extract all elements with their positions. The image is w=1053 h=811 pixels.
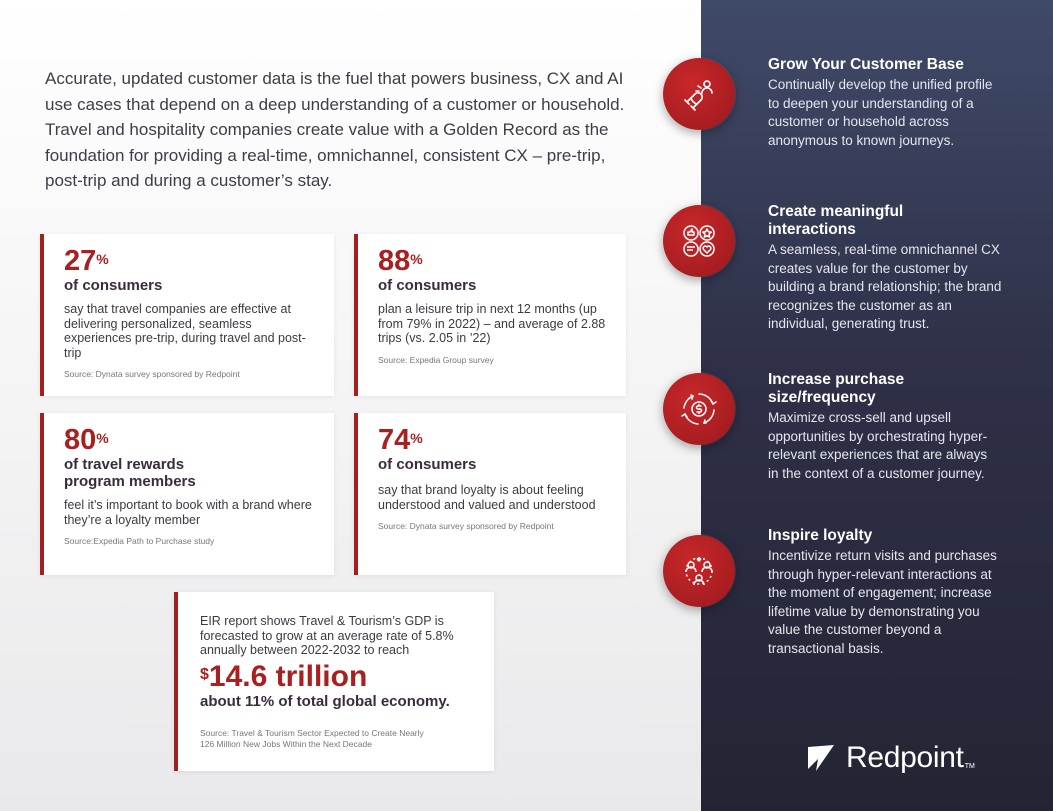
- feature-desc: Incentivize return visits and purchases through hyper-relevant interactions at the moment of engagement; increase lifetime value by demonstrating you value the customer beyond a transactional basis.: [768, 548, 997, 656]
- stat-headline: of consumers: [64, 277, 163, 294]
- feature-title: Grow Your Customer Base: [768, 56, 964, 73]
- intro-paragraph: Accurate, updated customer data is the fuel that powers business, CX and AI use cases that depend on a deep understanding of a customer or household. Travel and hospitality companies create value with a Golden Record as the foundation for providing a real-time, omnichannel, consistent CX – pre-trip, post-trip and during a customer’s stay.: [45, 69, 625, 190]
- gdp-card: [174, 592, 494, 771]
- gdp-source: Source: Travel & Tourism Sector Expected to Create Nearly 126 Million New Jobs Within the Next Decade: [200, 727, 424, 749]
- stat-headline: of consumers: [378, 277, 477, 294]
- stat-value: 80%: [64, 424, 109, 456]
- feature-purchase-size: [768, 371, 1018, 483]
- feature-title: Create meaningful interactions: [768, 203, 904, 238]
- stat-card-4: [354, 413, 626, 575]
- stat-source: Source: Dynata survey sponsored by Redpoint: [64, 369, 240, 379]
- feature-meaningful-interactions: [768, 203, 1018, 334]
- stat-value: 27%: [64, 245, 109, 277]
- feature-desc: Maximize cross-sell and upsell opportunities by orchestrating hyper-relevant experiences that are always in the context of a customer journey.: [768, 410, 988, 481]
- feature-inspire-loyalty: [768, 527, 1018, 658]
- feature-desc: A seamless, real-time omnichannel CX creates value for the customer by building a brand relationship; the brand recognizes the customer as an individual, generating trust.: [768, 242, 1002, 331]
- stat-body: say that brand loyalty is about feeling understood and valued and understood: [378, 483, 596, 512]
- stat-source: Source: Expedia Group survey: [378, 354, 494, 365]
- brand-trademark: TM: [964, 762, 975, 770]
- stat-body: plan a leisure trip in next 12 months (up from 79% in 2022) – and average of 2.88 trips (vs. 2.05 in ’22): [378, 302, 606, 345]
- stat-body: feel it’s important to book with a brand where they’re a loyalty member: [64, 498, 312, 527]
- gdp-intro: EIR report shows Travel & Tourism’s GDP is forecasted to grow at an average rate of 5.8% annually between 2022-2032 to reach: [200, 614, 454, 657]
- dollar-cycle-icon: [663, 373, 735, 445]
- stat-source: Source: Dynata survey sponsored by Redpoint: [378, 521, 554, 531]
- stat-card-1: [40, 234, 334, 396]
- redpoint-mark-icon: [806, 743, 838, 773]
- stat-card-3: [40, 413, 334, 575]
- community-icon: [663, 535, 735, 607]
- feature-title: Inspire loyalty: [768, 527, 873, 544]
- stat-body: say that travel companies are effective at delivering personalized, seamless experiences pre-trip, during travel and post-trip: [64, 302, 306, 360]
- stat-value: 88%: [378, 245, 423, 277]
- feature-desc: Continually develop the unified profile to deepen your understanding of a customer or household across anonymous to known journeys.: [768, 77, 993, 148]
- stat-source: Source:Expedia Path to Purchase study: [64, 536, 215, 546]
- stat-headline: of consumers: [378, 456, 477, 473]
- magnet-icon: [663, 58, 735, 130]
- feature-title: Increase purchase size/frequency: [768, 371, 905, 406]
- gdp-subtext: about 11% of total global economy.: [200, 692, 450, 710]
- stat-value: 74%: [378, 424, 423, 456]
- brand-name: Redpoint: [846, 741, 964, 774]
- gdp-amount: $14.6 trillion: [200, 659, 368, 693]
- redpoint-logo: [806, 741, 975, 775]
- stat-card-2: [354, 234, 626, 396]
- reactions-icon: [663, 205, 735, 277]
- feature-grow-customer-base: [768, 56, 1018, 150]
- stat-headline: of travel rewards program members: [64, 456, 196, 490]
